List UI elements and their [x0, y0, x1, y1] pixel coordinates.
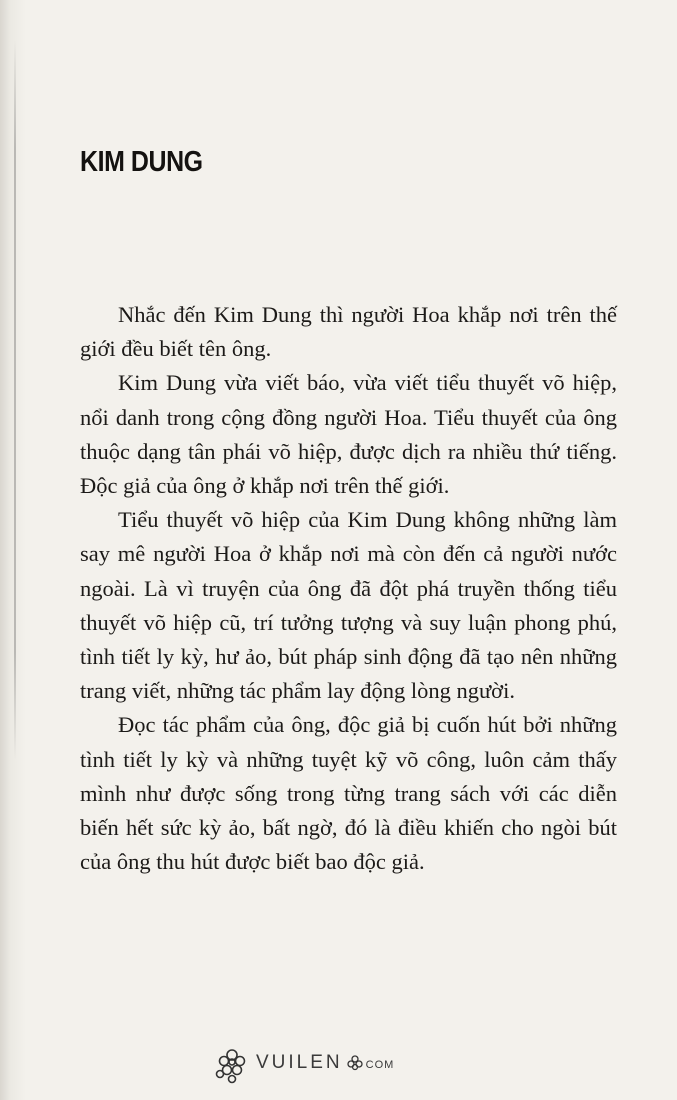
- binding-line: [14, 40, 16, 760]
- page-title: KIM DUNG: [80, 146, 203, 178]
- binding-edge: [0, 0, 26, 1100]
- logo-text: VUILEN: [256, 1052, 343, 1073]
- paragraph-2: Kim Dung vừa viết báo, vừa viết tiểu thuyết võ hiệp, nổi danh trong cộng đồng người Hoa. Tiểu thuyết của ông thuộc dạng tân phái võ hiệp, được dịch ra nhiều thứ tiếng. Độc giả của ông ở khắp nơi trên thế giới.: [80, 370, 617, 499]
- paragraph-4: Đọc tác phẩm của ông, độc giả bị cuốn hút bởi những tình tiết ly kỳ và những tuyệt kỹ võ công, luôn cảm thấy mình như được sống trong từng trang sách với các diễn biến hết sức kỳ ảo, bất ngờ, đó là điều khiến cho ngòi bút của ông thu hút được biết bao độc giả.: [80, 712, 617, 875]
- flower-icon: [212, 1041, 252, 1085]
- flower-dot-icon: [346, 1054, 364, 1072]
- paragraph-3: Tiểu thuyết võ hiệp của Kim Dung không những làm say mê người Hoa ở khắp nơi mà còn đến cả người nước ngoài. Là vì truyện của ông đã đột phá truyền thống tiểu thuyết võ hiệp cũ, trí tưởng tượng và suy luận phong phú, tình tiết ly kỳ, hư ảo, bút pháp sinh động đã tạo nên những trang viết, những tác phẩm lay động lòng người.: [80, 507, 617, 704]
- footer-logo: [212, 1038, 472, 1088]
- body-text: [80, 298, 617, 879]
- paragraph-1: Nhắc đến Kim Dung thì người Hoa khắp nơi trên thế giới đều biết tên ông.: [80, 302, 617, 362]
- logo-tld: COM: [365, 1059, 395, 1071]
